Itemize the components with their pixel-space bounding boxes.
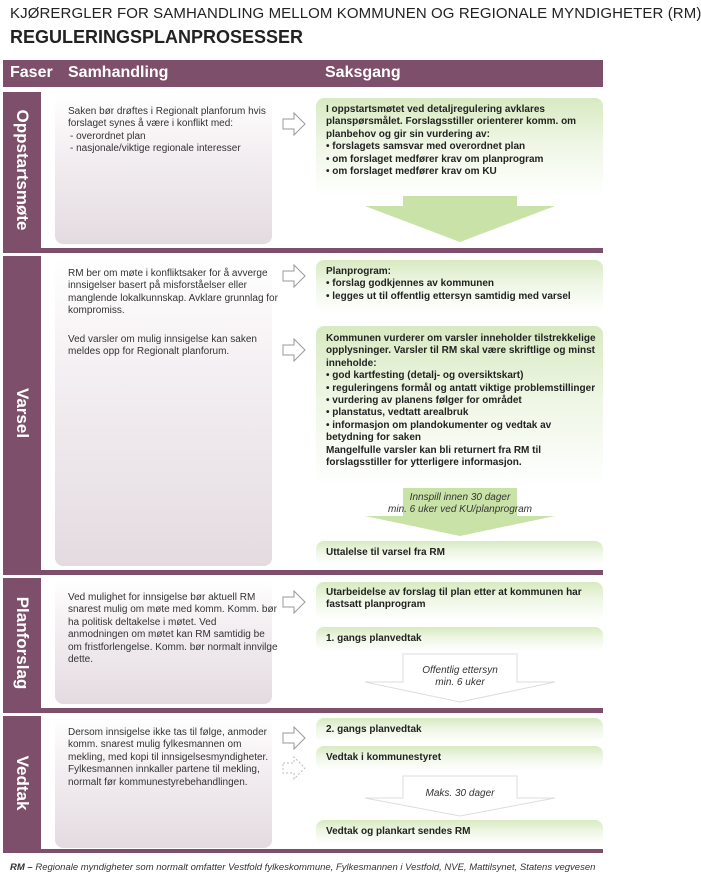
phase-varsel (3, 256, 41, 570)
footer-note: RM – Regionale myndigheter som normalt omfatter Vestfold fylkeskommune, Fylkesmannen i Vestfold, NVE, Mattilsynet, Statens vegvesen (10, 862, 596, 873)
right-arrow-icon (282, 264, 306, 288)
phase-vedtak (3, 716, 41, 850)
right-arrow-icon (282, 112, 306, 136)
planforslag-arrow-note: Offentlig ettersyn min. 6 uker (422, 665, 498, 689)
oppstart-saksgang-text: I oppstartsmøtet ved detaljregulering avklares planspørsmålet. Forslagsstiller orienterer komm. om planbehov og gir sin vurdering av: • forslagets samsvar med overordnet plan • om forslaget medfører krav om planprogram • om forslaget medfører krav om KU (326, 104, 596, 178)
planforslag-samhandling-text: Ved mulighet for innsigelse bør aktuell RM snarest mulig om møte med komm. Komm. bør ha politisk deltakelse i møtet. Ved anmodningen om møtet kan RM samtidig be om fristforlengelse. Komm. bør normalt innvilge dette. (68, 592, 278, 666)
varsel-samhandling-text-1: RM ber om møte i konfliktsaker for å avverge innsigelser basert på misforståelser eller manglende lokalkunnskap. Avklare grunnlag for kompromiss. (68, 268, 278, 317)
vedtak-sendes-text: Vedtak og plankart sendes RM (326, 826, 471, 837)
phase-planforslag-label: Planforslag (13, 596, 32, 690)
varsel-planprogram-text: Planprogram: • forslag godkjennes av kommunen • legges ut til offentlig ettersyn samtidig med varsel (326, 266, 596, 303)
oppstart-samhandling-list: - overordnet plan - nasjonale/viktige regionale interesser (68, 131, 278, 156)
header-samhandling: Samhandling (68, 64, 169, 81)
planforslag-vedtak1-text: 1. gangs planvedtak (326, 633, 422, 644)
down-arrow-icon (365, 196, 555, 242)
varsel-uttalelse-text: Uttalelse til varsel fra RM (326, 547, 445, 558)
right-arrow-icon (282, 338, 306, 362)
planforslag-utarbeidelse-text: Utarbeidelse av forslag til plan etter at kommunen har fastsatt planprogram (326, 587, 582, 611)
phase-separator (3, 570, 603, 575)
header-faser: Faser (10, 64, 53, 81)
phase-separator (3, 708, 603, 713)
right-arrow-icon (282, 590, 306, 614)
varsel-arrow-note: Innspill innen 30 dager min. 6 uker ved KU/planprogram (388, 492, 532, 516)
document-subtitle: REGULERINGSPLANPROSESSER (10, 27, 304, 47)
vedtak-vedtak2-text: 2. gangs planvedtak (326, 724, 422, 735)
vedtak-kommunestyret-text: Vedtak i kommunestyret (326, 752, 442, 763)
phase-separator (3, 248, 603, 253)
vedtak-arrow-note: Maks. 30 dager (425, 788, 495, 799)
header-saksgang: Saksgang (325, 64, 401, 81)
varsel-vurdering-text: Kommunen vurderer om varsler inneholder tilstrekkelige opplysninger. Varsler til RM skal være skriftlige og minst inneholde: • god kartfesting (detalj- og oversiktskart) • reguleringens formål og antatt viktige problemstillinger • vurdering av planens følger for området • planstatus, vedtatt arealbruk • informasjon om plandokumenter og vedtak av betydning for saken Mangelfulle varsler kan bli returnert fra RM til forslagsstiller for ytterligere informasjon. (326, 333, 596, 469)
phase-separator (3, 849, 603, 853)
varsel-samhandling-text-2: Ved varsler om mulig innsigelse kan saken meldes opp for Regionalt planforum. (68, 334, 257, 358)
right-arrow-icon (282, 726, 306, 750)
document-title: KJØRERGLER FOR SAMHANDLING MELLOM KOMMUNEN OG REGIONALE MYNDIGHETER (RM) (10, 5, 701, 22)
phase-varsel-label: Varsel (13, 387, 32, 439)
phase-oppstart (3, 92, 41, 248)
phase-vedtak-label: Vedtak (13, 755, 32, 811)
right-arrow-icon (282, 756, 306, 780)
phase-planforslag (3, 578, 41, 708)
phase-oppstart-label: Oppstartsmøte (13, 109, 32, 231)
oppstart-samhandling-text: Saken bør drøftes i Regionalt planforum hvis forslaget synes å være i konflikt med: - overordnet plan - nasjonale/viktige regionale interesser (68, 106, 278, 156)
vedtak-samhandling-text: Dersom innsigelse ikke tas til følge, anmoder komm. snarest mulig fylkesmannen om mekling, med kopi til innsigelsesmyndigheter. Fylkesmannen innkaller partene til mekling, normalt før kommunestyrebehandlingen. (68, 727, 269, 788)
